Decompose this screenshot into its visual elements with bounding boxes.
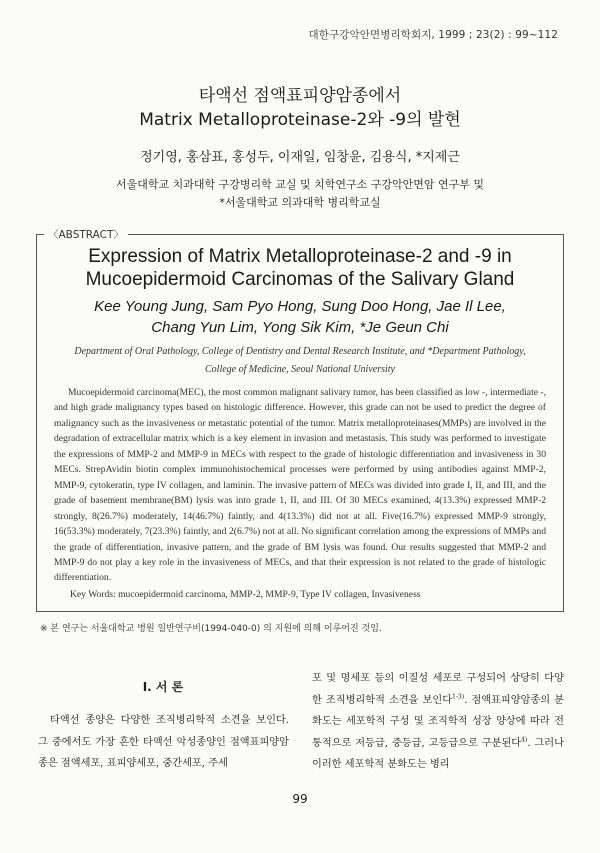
english-title-line-2: Mucoepidermoid Carcinomas of the Salivary Gland — [85, 269, 515, 290]
english-authors-line-1: Kee Young Jung, Sam Pyo Hong, Sung Doo Hong, Jae Il Lee, — [94, 298, 506, 315]
intro-right-text-3: . 그러나 이러한 세포학적 분화도는 병리 — [312, 737, 564, 770]
english-affiliation-line-1: Department of Oral Pathology, College of Dentistry and Dental Research Institute, and *Department Pathology, — [74, 346, 526, 357]
english-authors-line-2: Chang Yun Lim, Yong Sik Kim, *Je Geun Chi — [151, 319, 449, 336]
abstract-label: 〈ABSTRACT〉 — [44, 227, 128, 242]
korean-affiliation — [0, 176, 600, 212]
english-affiliation — [36, 343, 564, 379]
english-authors — [36, 296, 564, 338]
abstract-body: Mucoepidermoid carcinoma(MEC), the most common malignant salivary tumor, has been classified as low -, intermediate -, and high grade malignancy types based on histologic difference. However, this grade can not be used to predict the degree of malignancy such as the invasiveness or metastatic potential of the tumor. Matrix metalloproteinases(MMPs) are involved in the degradation of extracellular matrix which is a key element in invasion and metastasis. This study was performed to investigate the expressions of MMP-2 and MMP-9 in MECs with respect to the grade of histologic differentiation and invasiveness in 30 MECs. StrepAvidin biotin complex immunohistochemical processes were performed by using antibodies against MMP-2, MMP-9, cytokeratin, type IV collagen, and laminin. The invasive pattern of MECs was divided into grade I, II, and III, and the grade of basement membrane(BM) lysis was into grade 1, II, and III. Of 30 MECs examined, 4(13.3%) expressed MMP-2 strongly, 8(26.7%) moderately, 14(46.7%) faintly, and 4(13.3%) did not at all. Five(16.7%) expressed MMP-9 strongly, 16(53.3%) moderately, 7(23.3%) faintly, and 2(6.7%) not at all. No significant correlation among the expressions of MMPs and the grade of differentiation, invasive pattern, and the grade of BM lysis was found. Our results suggested that MMP-2 and MMP-9 do not play a key role in the invasiveness of MECs, and that their expression is not related to the grade of histologic differentiation. — [54, 387, 546, 584]
reference-marker-2: 4) — [521, 736, 528, 744]
korean-title — [0, 84, 600, 132]
korean-title-line-2: Matrix Metalloproteinase-2와 -9의 발현 — [139, 110, 461, 130]
korean-affiliation-line-2: *서울대학교 의과대학 병리학교실 — [219, 196, 381, 209]
korean-title-line-1: 타액선 점액표피양암종에서 — [198, 86, 402, 106]
english-affiliation-line-2: College of Medicine, Seoul National University — [205, 364, 395, 375]
korean-affiliation-line-1: 서울대학교 치과대학 구강병리학 교실 및 치학연구소 구강악안면암 연구부 및 — [115, 178, 484, 191]
introduction-left-column: 타액선 종양은 다양한 조직병리학적 소견을 보인다. 그 중에서도 가장 흔한 타액선 악성종양인 점액표피양암종은 점액세포, 표피양세포, 중간세포, 주세 — [38, 715, 289, 769]
journal-header: 대한구강악안면병리학회지, 1999 ; 23(2) : 99~112 — [308, 29, 558, 41]
english-title-line-1: Expression of Matrix Metalloproteinase-2 and -9 in — [88, 246, 512, 267]
english-title — [36, 245, 564, 291]
korean-authors: 정기영, 홍삼표, 홍성두, 이재일, 임창윤, 김용식, *지제근 — [140, 150, 460, 165]
funding-footnote: ※ 본 연구는 서울대학교 병원 일반연구비(1994-040-0) 의 지원에 의해 이루어진 것임. — [40, 624, 382, 634]
page-number: 99 — [292, 792, 308, 806]
introduction-right-column — [312, 668, 564, 776]
keywords: Key Words: mucoepidermoid carcinoma, MMP-2, MMP-9, Type IV collagen, Invasiveness — [70, 589, 421, 600]
reference-marker-1: 1-3) — [452, 693, 465, 701]
intro-right-text-2: . 점액표피양암종의 분화도는 세포학적 구성 및 조직학적 성장 양상에 따라 전통적으로 저등급, 중등급, 고등급으로 구분된다 — [312, 694, 564, 749]
section-heading-introduction: I. 서 론 — [142, 680, 184, 694]
intro-right-text-1: 포 및 명세포 등의 이질성 세포로 구성되어 상당히 다양한 조직병리학적 소견을 보인다 — [312, 673, 564, 706]
